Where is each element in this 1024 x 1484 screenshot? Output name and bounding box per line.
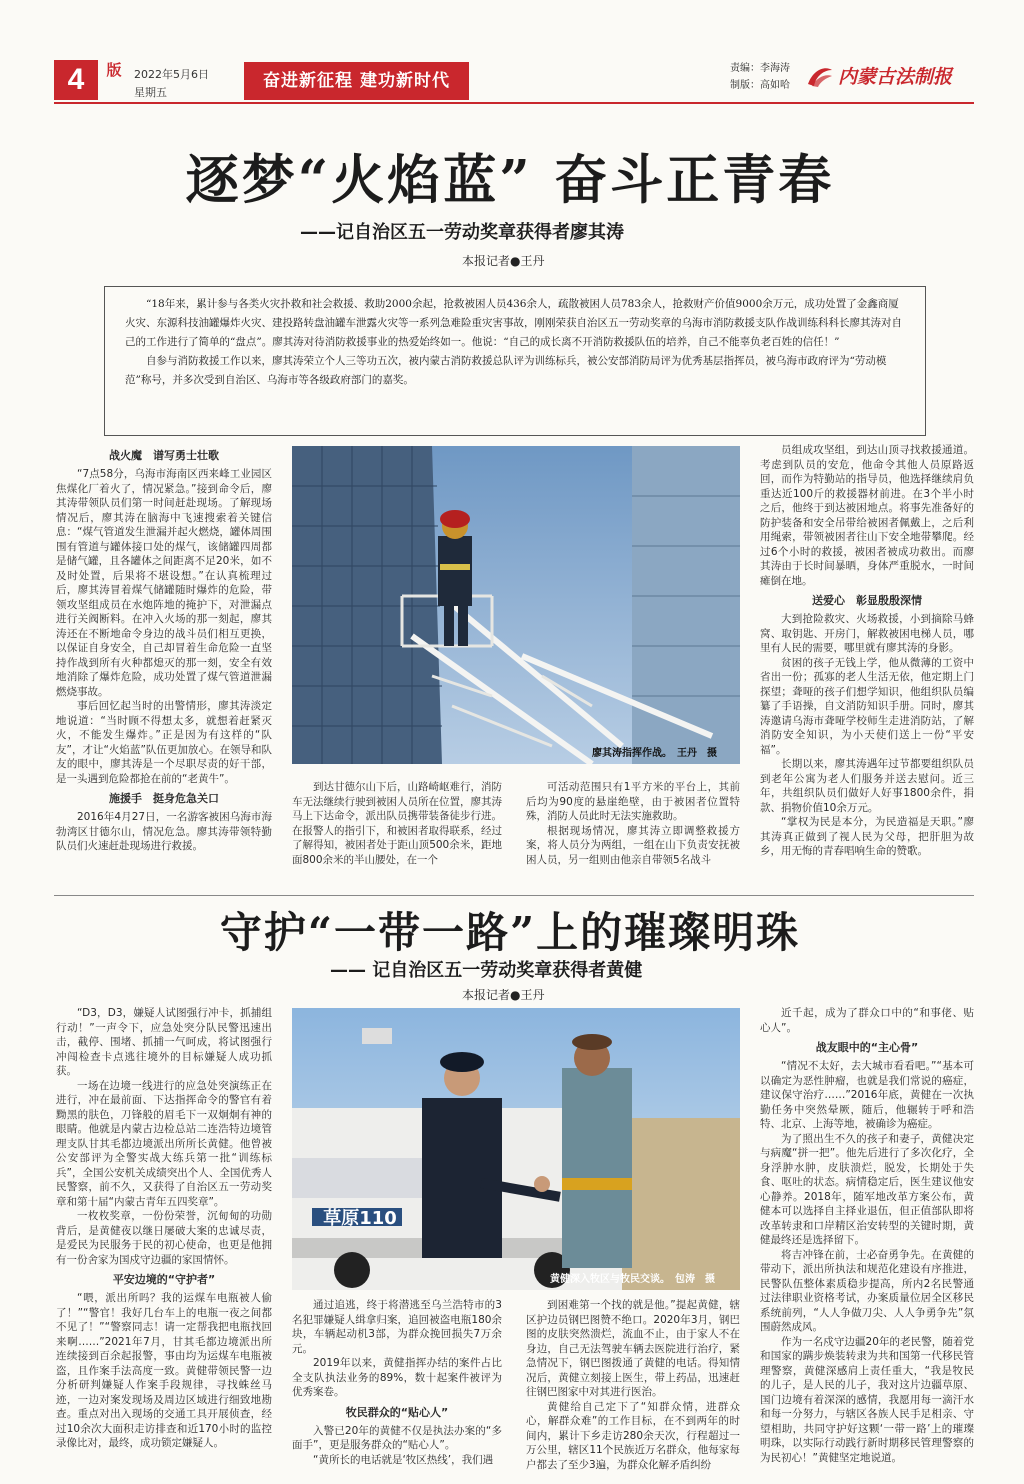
intro-paragraph: 自参与消防救援工作以来，廖其涛荣立个人三等功五次，被内蒙古消防救援总队评为训练标兵，被公安部消防局评为优秀基层指挥员，被乌海市政府评为“劳动模范”称号，并多次受到自治区、乌海市等各级政府部门的嘉奖。	[125, 355, 887, 386]
paragraph: 到达甘德尔山下后，山路崎岖难行，消防车无法继续行驶到被困人员所在位置，廖其涛马上下达命令，派出队员携带装备徒步行进。在报警人的指引下，和被困者取得联系，经过了解得知，被困者处于距山顶500余米，距地面800余米的半山腰处，在一个	[292, 781, 502, 866]
paragraph: 长期以来，廖其涛遇年过节都要组织队员到老年公寓为老人们服务并送去慰问。近三年，共组织队员们做好人好事1800余件，捐款、捐物价值10余万元。	[760, 758, 974, 814]
newspaper-name: 内蒙古法制报	[838, 66, 953, 88]
paragraph: 员组成攻坚组，到达山顶寻找救援通道。考虑到队员的安危，他命令其他人员原路返回，而作为特勤站的指导员，他选择继续肩负重达近100斤的救援器材前进。在3个半小时之后，他终于到达被困地点。将事先准备好的防护装备和安全吊带给被困者佩戴上，之后利用绳索，带领被困者往山下安全地带攀爬。经过6个小时的救援，被困者被成功救出。而廖其涛由于长时间暴晒，身体严重脱水，一时间瘫倒在地。	[760, 444, 974, 587]
section-heading: 送爱心 彰显殷殷深情	[812, 594, 922, 607]
article2-column-3	[526, 1298, 740, 1476]
section-heading: 战友眼中的“主心骨”	[815, 1041, 919, 1054]
car-side-text: 草原110	[323, 1208, 397, 1229]
section-heading: 战火魔 谱写勇士壮歌	[109, 449, 219, 462]
newspaper-logo	[806, 62, 952, 89]
article1-column-3	[526, 780, 740, 892]
police-photo-illustration	[292, 1008, 740, 1290]
section-heading: 平安边境的“守护者”	[112, 1273, 216, 1286]
article2-byline: 本报记者●王丹	[462, 988, 545, 1002]
paragraph: 一枚枚奖章，一份份荣誉，沉甸甸的功勋背后，是黄健夜以继日屡破大案的忠诚尽责，是爱民为民服务于民的初心使命，也更是他拥有一份舍家为国戍守边疆的家国情怀。	[56, 1210, 272, 1266]
section-slogan: 奋进新征程 建功新时代	[244, 62, 469, 100]
paragraph: 为了照出生不久的孩子和妻子，黄健决定与病魔“拼一把”。他先后进行了多次化疗，全身浮肿水肿，皮肤溃烂，脱发，长期处于失食、呕吐的状态。病情稳定后，医生建议他安心静养。2018年，随军地改革方案公布，黄健本可以选择自主择业退伍，但正值部队即将改革转隶和口岸精区治安转型的关键时期，黄健最终还是选择留下。	[760, 1132, 974, 1246]
article1-photo	[292, 446, 740, 764]
paragraph: 到困难第一个找的就是他。”提起黄健，辖区护边员钢巴图赞不绝口。2020年3月，钢巴图的皮肤突然溃烂，流血不止，由于家人不在身边，自己无法驾驶车辆去医院进行治疗，紧急情况下，钢巴图拨通了黄健的电话。得知情况后，黄健立刻接上医生，带上药品，迅速赶往钢巴图家中对其进行医治。	[526, 1299, 740, 1398]
logo-icon	[806, 64, 834, 88]
paragraph: 贫困的孩子无钱上学，他从微薄的工资中省出一份；孤寡的老人生活无依，他定期上门探望；聋哑的孩子们想学知识，他组织队员编纂了手语操，自文消防知识手册。同时，廖其涛邀请乌海市聋哑学校师生走进消防站，了解消防安全知识，为小天使们送上一份“平安福”。	[760, 656, 974, 756]
article-divider	[54, 895, 974, 896]
paragraph: “7点58分，乌海市海南区西来峰工业园区焦煤化厂着火了，情况紧急。”接到命令后，廖其涛带领队员们第一时间赶赴现场。了解现场情况后，廖其涛在脑海中飞速搜索着关键信息：“煤气管道发生泄漏并起火燃烧，罐体周围围有管道与罐体接口处的煤气，该储罐四周都是储气罐，且各罐体之间距离不足20米，如不及时处置，后果将不堪设想。”在认真梳理过后，廖其涛冒着煤气储罐随时爆炸的危险，带领攻坚组成员在水炮阵地的掩护下，对泄漏点进行关阀断料。在冲入火场的那一刻起，廖其涛还在不断地命令身边的战斗员们相互更换，以保证自身安全，自己却冒着生命危险一直坚持作战到所有火种都熄灭的那一刻，安全有效地消除了爆炸危险，成功处置了煤气管道泄漏燃烧事故。	[56, 468, 272, 698]
header-rule	[54, 102, 974, 104]
paragraph: 黄健给自己定下了“知群众情，进群众心，解群众难”的工作目标，在不到两年的时间内，累计下乡走访280余天次，行程超过一万公里，辖区11个民族近万名群众，他每家每户都去了至少3遍，为群众化解矛盾纠纷	[526, 1400, 740, 1471]
paragraph: 根据现场情况，廖其涛立即调整救援方案，将人员分为两组，一组在山下负责安抚被困人员，另一组则由他亲自带领5名战斗	[526, 824, 740, 866]
article2-photo	[292, 1008, 740, 1290]
paragraph: 一场在边境一线进行的应急处突演练正在进行，冲在最前面、下达指挥命令的警官有着黝黑的肤色，刀锋般的眉毛下一双炯炯有神的眼睛。他就是内蒙古边检总站二连浩特边境管理支队甘其毛都边境派出所所长黄健。他曾被公安部评为全警实战大练兵第一批“训练标兵”，全国公安机关成绩突出个人、全国优秀人民警察，前不久，又获得了自治区五一劳动奖章和第十届“内蒙古青年五四奖章”。	[56, 1079, 272, 1208]
date-text: 2022年5月6日	[134, 68, 209, 81]
issue-date	[134, 66, 209, 102]
paragraph: 将吉冲锋在前，士必奋勇争先。在黄健的带动下，派出所执法和规范化建设有序推进，民警队伍整体素质稳步提高，所内2名民警通过法律职业资格考试，办案质量位居全区移民系统前列，“人人争做刀尖、人人争勇争先”氛围蔚然成风。	[760, 1248, 974, 1333]
article2-title: 守护“一带一路”上的璀璨明珠	[219, 908, 801, 957]
paragraph: 近千起，成为了群众口中的“和事佬、贴心人”。	[760, 1007, 974, 1034]
article1-column-1	[56, 443, 272, 893]
article2-column-4	[760, 1006, 974, 1476]
article2-column-2	[292, 1298, 502, 1476]
paragraph: 事后回忆起当时的出警情形，廖其涛淡定地说道：“当时顾不得想太多，就想着赶紧灭火，不能发生爆炸。”正是因为有这样的“队友”，才让“火焰蓝”队伍更加放心。在领导和队友的眼中，廖其涛是一个尽职尽责的好干部，是一头遇到危险都抢在前的“老黄牛”。	[56, 700, 272, 785]
paragraph: 作为一名戍守边疆20年的老民警，随着党和国家的蹒步焕装转隶为共和国第一代移民管理警察，黄健深感肩上责任重大，“我是牧民的儿子，是人民的儿子，我对这片边疆草原、国门边境有着深深的感情，我愿用每一滴汗水和每一分努力，与辖区各族人民手足相亲、守望相助，共同守护好这颗‘一带一路’上的璀璨明珠，以实际行动践行新时期移民管理警察的为民初心！”黄健坚定地说道。	[760, 1335, 974, 1464]
article1-byline: 本报记者●王丹	[462, 254, 545, 268]
paragraph: 入警已20年的黄健不仅是执法办案的“多面手”，更是服务群众的“贴心人”。	[292, 1424, 502, 1451]
intro-paragraph: “18年来，累计参与各类火灾扑救和社会救援、救助2000余起，抢救被困人员436余人，疏散被困人员783余人，抢救财产价值9000余万元，成功处置了金鑫商厦火灾、东源科技油罐爆炸火灾、建投路转盘油罐车泄露火灾等一系列急难险重灾害事故，刚刚荣获自治区五一劳动奖章的乌海市消防救援支队作战训练科科长廖其涛对自己的工作进行了简单的“盘点”。廖其涛对待消防救援事业的热爱始终如一。他说：“自己的成长离不开消防救援队伍的培养，自己不能辜负老百姓的信任！”	[125, 298, 902, 348]
editor-info	[730, 60, 790, 94]
section-heading: 牧民群众的“贴心人”	[345, 1405, 449, 1419]
paragraph: “喂，派出所吗？我的运煤车电瓶被人偷了！”“警官！我好几台车上的电瓶一夜之间都不见了！”“警察同志！请一定帮我把电瓶找回来啊……”2021年7月，甘其毛都边境派出所连续接到百余起报警，事由均为运煤车电瓶被盗，且作案手法高度一致。黄健带领民警一边分析研判嫌疑人作案手段规律，寻找蛛丝马迹，一边对案发现场及周边区域进行细致地勘查。重点对出入现场的交通工具开展侦查，经过10余次大面积走访排查和近170小时的监控录像比对，最终，成功锁定嫌疑人。	[56, 1292, 272, 1449]
paragraph: “情况不太好，去大城市看看吧。”“基本可以确定为恶性肿瘤，也就是我们常说的癌症，建议保守治疗……”2016年底，黄健在一次执勤任务中突然晕厥，随后，他辗转于呼和浩特、北京、上海等地，被确诊为癌症。	[760, 1060, 974, 1130]
firefighter-photo-illustration	[292, 446, 740, 764]
article1-title: 逐梦“火焰蓝” 奋斗正青春	[185, 149, 835, 211]
article1-subtitle: ——记自治区五一劳动奖章获得者廖其涛	[300, 222, 624, 243]
article1-column-4	[760, 443, 974, 893]
page-number: 4	[54, 60, 98, 100]
paragraph: 可活动范围只有1平方米的平台上，其前后均为90度的悬崖绝壁，由于被困者位置特殊，消防人员此时无法实施救助。	[526, 781, 740, 822]
article1-intro-box	[104, 286, 926, 436]
section-heading: 施援手 挺身危急关口	[109, 792, 219, 805]
paragraph: “黄所长的电话就是‘牧区热线’，我们遇	[313, 1453, 494, 1466]
layout-text: 制版：高如哈	[730, 80, 790, 91]
paragraph: “掌权为民是本分，为民造福是天职。”廖其涛真正做到了视人民为父母，把肝胆为故乡，用无悔的青春唱响生命的赞歌。	[760, 816, 974, 857]
article2-column-1	[56, 1006, 272, 1476]
editor-text: 责编：李海涛	[730, 63, 790, 74]
paragraph: 2019年以来，黄健指挥办结的案件占比全支队执法业务的89%，数十起案件被评为优秀案卷。	[292, 1357, 502, 1398]
paragraph: 大到抢险救灾、火场救援，小到摘除马蜂窝、取钥匙、开房门，解救被困电梯人员，哪里有人民的需要，哪里就有廖其涛的身影。	[760, 613, 974, 654]
page-label: 版	[106, 61, 122, 79]
article1-column-2	[292, 780, 502, 892]
paragraph: “D3，D3，嫌疑人试图强行冲卡，抓捕组行动！”一声令下，应急处突分队民警迅速出击，截停、围堵、抓捕一气呵成，将试图强行冲闯检查卡点逃往境外的目标嫌疑人成功抓获。	[56, 1007, 272, 1077]
paragraph: 通过追逃，终于将潜逃至乌兰浩特市的3名犯罪嫌疑人缉拿归案，追回被盗电瓶180余块，车辆起动机3部，为群众挽回损失7万余元。	[292, 1299, 502, 1355]
article1-photo-caption: 廖其涛指挥作战。 王丹 摄	[592, 748, 717, 759]
article2-photo-caption: 黄健深入牧区与牧民交谈。 包涛 摄	[550, 1274, 715, 1285]
weekday-text: 星期五	[134, 86, 167, 99]
paragraph: 2016年4月27日，一名游客被困乌海市海勃湾区甘德尔山，情况危急。廖其涛带领特勤队员们火速赶赴现场进行救援。	[56, 811, 272, 852]
article2-subtitle: —— 记自治区五一劳动奖章获得者黄健	[330, 960, 643, 981]
